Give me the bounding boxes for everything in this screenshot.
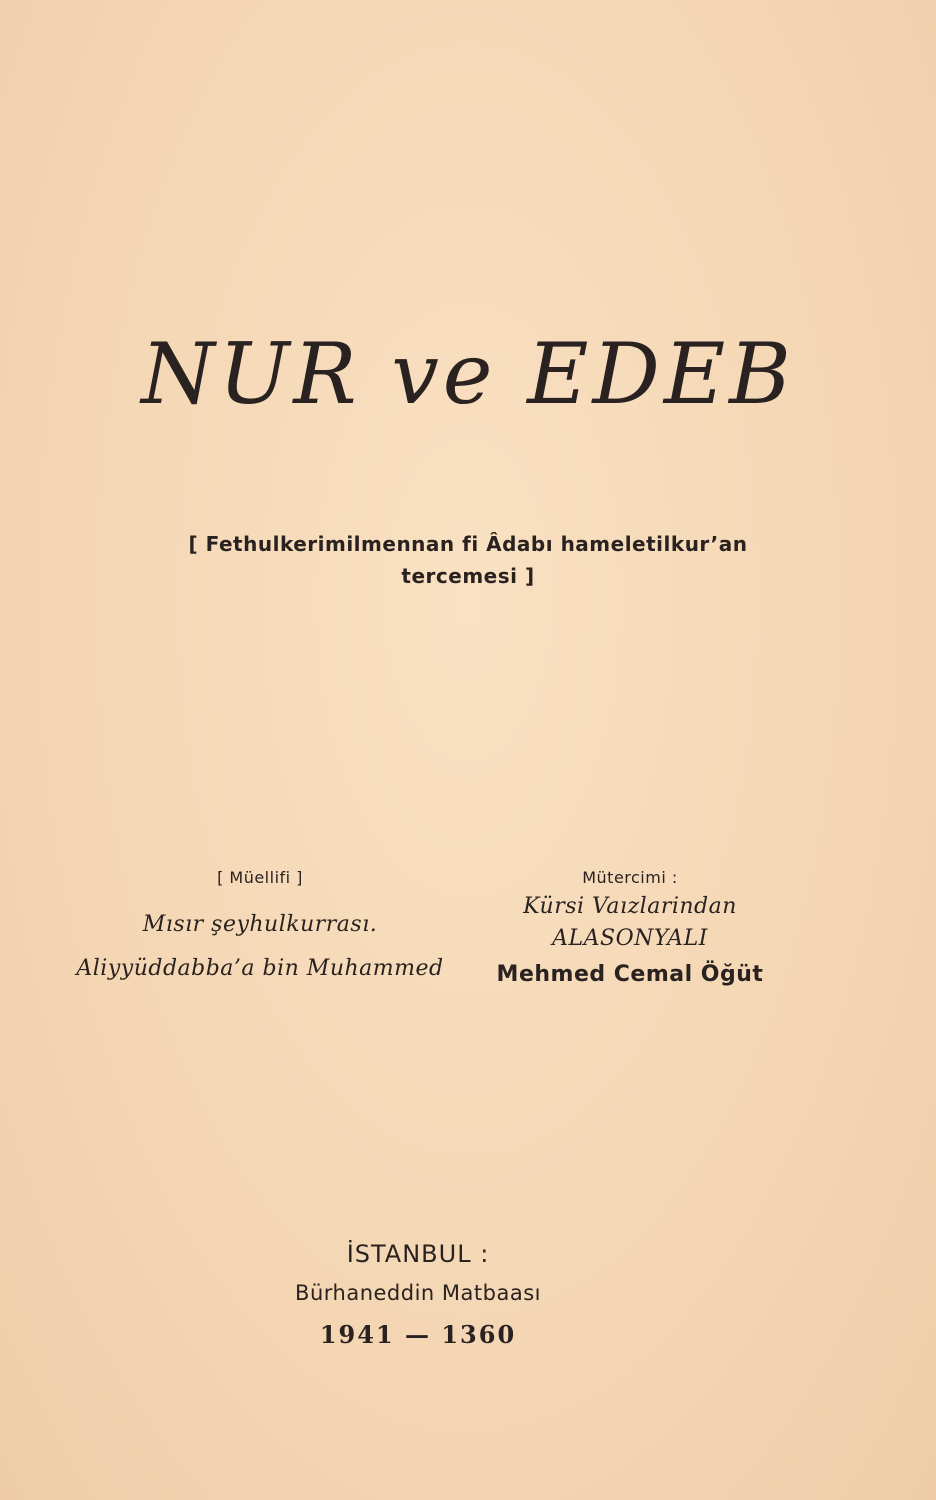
subtitle-line-2: tercemesi ]: [401, 564, 535, 588]
translator-line-2: ALASONYALI: [552, 926, 708, 951]
book-subtitle: [80, 528, 856, 592]
imprint-city: İSTANBUL :: [346, 1240, 490, 1268]
translator-label: Mütercimi :: [582, 868, 678, 887]
author-block: [40, 868, 480, 991]
book-title: NUR ve EDEB: [141, 325, 795, 423]
imprint-press: Bürhaneddin Matbaası: [295, 1281, 541, 1305]
translator-block: [470, 868, 790, 995]
translator-line-1: Kürsi Vaızlarindan: [523, 894, 737, 919]
author-name: Aliyyüddabba’a bin Muhammed: [76, 956, 444, 981]
imprint-year: 1941 — 1360: [319, 1320, 517, 1349]
imprint-block: [0, 1235, 836, 1357]
subtitle-line-1: [ Fethulkerimilmennan fi Âdabı hameletilkur’an: [188, 532, 748, 556]
author-line-1: Mısır şeyhulkurrası.: [142, 912, 378, 937]
translator-name: Mehmed Cemal Öğüt: [496, 962, 764, 987]
author-label: [ Müellifi ]: [217, 868, 303, 887]
